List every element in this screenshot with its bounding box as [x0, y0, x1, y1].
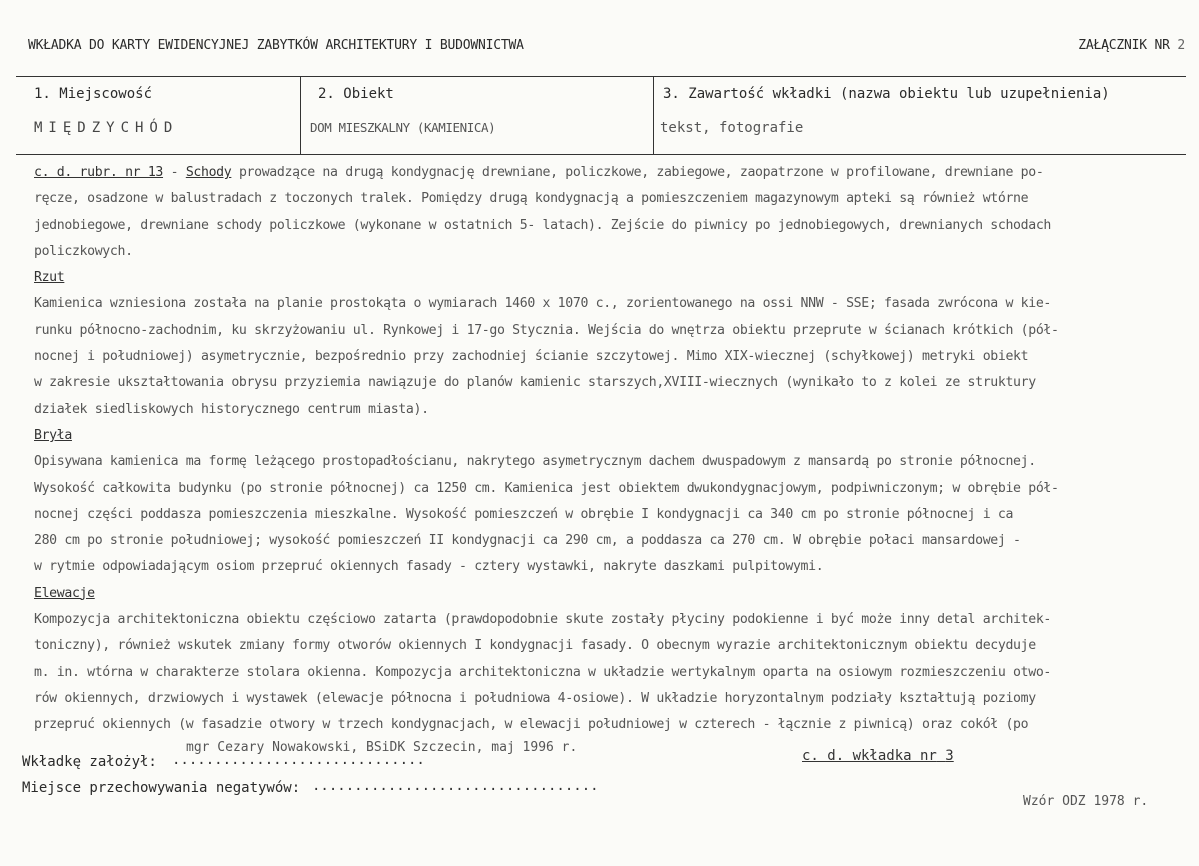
body-line: Kamienica wzniesiona została na planie prostokąta o wymiarach 1460 x 1070 c., zorientowanego na ossi NNW - SSE; fasada zwrócona w kie- — [34, 296, 1052, 312]
body-line: nocnej części poddasza pomieszczenia mieszkalne. Wysokość pomieszczeń w obrębie I kondygnacji ca 340 cm po stronie północnej i ca — [34, 506, 1014, 522]
section-heading-schody: Schody — [185, 165, 232, 180]
body-line: rów okiennych, drzwiowych i wystawek (elewacje północna i południowa 4-osiowe). W układzie horyzontalnym podziały kształtują poziomy — [34, 690, 1036, 706]
body-line: runku północno-zachodnim, ku skrzyżowaniu ul. Rynkowej i 17-go Stycznia. Wejścia do wnętrza obiektu przeprute w ścianach krótkich (pół- — [34, 322, 1059, 338]
body-line: Kompozycja architektoniczna obiektu częściowo zatarta (prawdopodobnie skute zostały płyciny podokienne i być może inny detal architek- — [34, 612, 1052, 628]
section-heading-rzut: Rzut — [34, 270, 65, 286]
body-line: nocnej i południowej) asymetrycznie, bezpośrednio przy zachodniej ścianie szczytowej. Mimo XIX-wiecznej (schyłkowej) metryki obiekt — [34, 349, 1029, 365]
body-line: przepruć okiennych (w fasadzie otwory w trzech kondygnacjach, w elewacji południowej w czterech - łącznie z piwnicą) oraz cokół (po — [34, 717, 1029, 733]
dash: - — [163, 165, 186, 180]
card-body — [34, 160, 1186, 739]
founder-value: mgr Cezary Nowakowski, BSiDK Szczecin, maj 1996 r. — [186, 740, 578, 755]
continued-number: 3 — [945, 748, 954, 764]
attachment-value: 2 — [1177, 38, 1185, 53]
continued-insert — [802, 748, 954, 764]
body-line: Wysokość całkowita budynku (po stronie północnej) ca 1250 cm. Kamienica jest obiektem dwukondygnacjowym, podpiwniczonym; w obrębie pół- — [34, 480, 1059, 496]
column-divider-2 — [653, 76, 654, 154]
locality-value: MIĘDZYCHÓD — [34, 120, 179, 136]
content-label: 3. Zawartość wkładki (nazwa obiektu lub uzupełnienia) — [663, 86, 1110, 102]
body-line: prowadzące na drugą kondygnację drewniane, policzkowe, zabiegowe, zaopatrzone w profilowane, drewniane po- — [231, 165, 1044, 180]
content-value: tekst, fotografie — [660, 120, 804, 136]
object-value: DOM MIESZKALNY (KAMIENICA) — [310, 120, 496, 135]
continued-label: c. d. wkładka nr — [802, 748, 937, 764]
body-line: jednobiegowe, drewniane schody policzkowe (wykonane w ostatnich 5- latach). Zejście do piwnicy po jednobiegowych, drewnianych schodach — [34, 217, 1052, 233]
body-line: Opisywana kamienica ma formę leżącego prostopadłościanu, nakrytego asymetrycznym dachem dwuspadowym z mansardą po stronie północnej. — [34, 454, 1036, 470]
body-line: toniczny), również wskutek zmiany formy otworów okiennych I kondygnacji fasady. O obecnym wyrazie architektonicznym obiektu decyduje — [34, 638, 1036, 654]
body-line: ręcze, osadzone w balustradach z toczonych tralek. Pomiędzy drugą kondygnacją a pomieszczeniem magazynowym apteki są również wtórne — [34, 191, 1029, 207]
negatives-label: Miejsce przechowywania negatywów: — [22, 780, 301, 796]
body-line: działek siedliskowych historycznego centrum miasta). — [34, 401, 429, 417]
section-heading-elewacje: Elewacje — [34, 585, 95, 601]
column-divider-1 — [300, 76, 301, 154]
header-rule-bottom — [16, 154, 1186, 155]
body-line: w zakresie ukształtowania obrysu przyziemia nawiązuje do planów kamienic starszych,XVIII-wiecznych (wynikało to z kolei ze struktury — [34, 375, 1036, 391]
body-line: m. in. wtórna w charakterze stolara okienna. Kompozycja architektoniczna w układzie wertykalnym oparta na osiowym rozmieszczeniu otwo- — [34, 664, 1052, 680]
body-line: 280 cm po stronie południowej; wysokość pomieszczeń II kondygnacji ca 290 cm, a poddasza ca 270 cm. W obrębie połaci mansardowej - — [34, 533, 1021, 549]
locality-label: 1. Miejscowość — [34, 86, 153, 102]
header-rule-top — [16, 76, 1186, 77]
founder-label: Wkładkę założył: — [22, 754, 157, 770]
form-note: Wzór ODZ 1978 r. — [1023, 794, 1149, 809]
section-heading-bryla: Bryła — [34, 427, 72, 443]
body-line: w rytmie odpowiadającym osiom przepruć okiennych fasady - cztery wystawki, nakryte daszkami pulpitowymi. — [34, 559, 824, 575]
founder-dots: .............................. — [172, 752, 425, 768]
attachment-label: ZAŁĄCZNIK NR — [1078, 38, 1170, 53]
attachment-number — [1078, 38, 1185, 53]
body-line: policzkowych. — [34, 243, 133, 259]
schody-first-line — [34, 160, 1186, 186]
continuation-reference: c. d. rubr. nr 13 — [34, 165, 164, 180]
negatives-dots: .................................. — [312, 778, 599, 794]
object-label: 2. Obiekt — [318, 86, 394, 102]
card-title: WKŁADKA DO KARTY EWIDENCYJNEJ ZABYTKÓW ARCHITEKTURY I BUDOWNICTWA — [28, 38, 524, 53]
